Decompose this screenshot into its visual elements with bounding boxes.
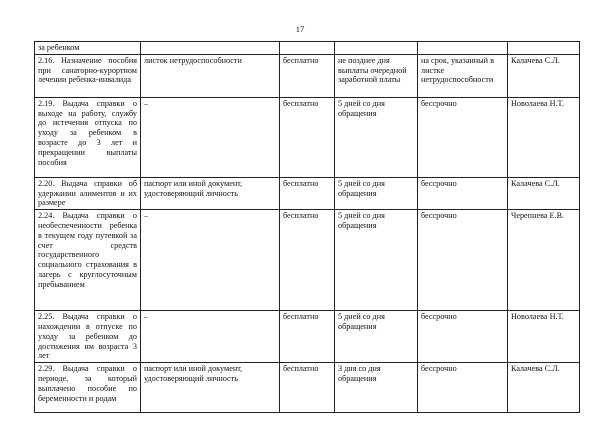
table-row — [35, 42, 580, 55]
validity-cell: бессрочно — [418, 210, 508, 311]
validity-cell: бессрочно — [418, 363, 508, 413]
validity-cell: бессрочно — [418, 311, 508, 363]
fee-cell: бесплатно — [280, 311, 335, 363]
term-cell: 5 дней со дня обращения — [335, 97, 418, 177]
documents-cell: листок нетрудоспособности — [141, 54, 280, 97]
validity-cell — [418, 42, 508, 55]
documents-cell: – — [141, 311, 280, 363]
term-cell: 5 дней со дня обращения — [335, 311, 418, 363]
table-row — [35, 210, 580, 311]
validity-cell: бессрочно — [418, 177, 508, 209]
term-cell: 3 дня со дня обращения — [335, 363, 418, 413]
service-name-cell: 2.24. Выдача справки о необеспеченности ребенка в текущем году путевкой за счет средств государственного социального страхования в лагерь с круглосуточным пребыванием — [35, 210, 141, 311]
service-name-cell: 2.19. Выдача справки о выходе на работу, службу до истечения отпуска по уходу за ребенком в возрасте до 3 лет и прекращении выплаты пособия — [35, 97, 141, 177]
services-table — [34, 41, 580, 413]
table-row — [35, 363, 580, 413]
page-number: 17 — [295, 24, 305, 34]
service-name-cell: за ребенком — [35, 42, 141, 55]
responsible-cell: Калачева С.Л. — [508, 363, 580, 413]
table-row — [35, 177, 580, 209]
responsible-cell: Черепнева Е.В. — [508, 210, 580, 311]
table-row — [35, 54, 580, 97]
service-name-cell: 2.20. Выдача справки об удержании алиментов и их размере — [35, 177, 141, 209]
validity-cell: бессрочно — [418, 97, 508, 177]
documents-cell: – — [141, 210, 280, 311]
service-name-cell: 2.29. Выдача справки о периоде, за который выплачено пособие по беременности и родам — [35, 363, 141, 413]
fee-cell: бесплатно — [280, 54, 335, 97]
fee-cell: бесплатно — [280, 97, 335, 177]
fee-cell: бесплатно — [280, 177, 335, 209]
documents-cell: паспорт или иной документ, удостоверяющий личность — [141, 363, 280, 413]
fee-cell — [280, 42, 335, 55]
service-name-cell: 2.16. Назначение пособия при санаторно-курортном лечении ребенка-инвалида — [35, 54, 141, 97]
fee-cell: бесплатно — [280, 363, 335, 413]
responsible-cell: Калачева С.Л. — [508, 54, 580, 97]
validity-cell: на срок, указанный в листке нетрудоспособности — [418, 54, 508, 97]
responsible-cell: Новолаева Н.Т. — [508, 311, 580, 363]
responsible-cell: Новолаева Н.Т. — [508, 97, 580, 177]
documents-cell: паспорт или иной документ, удостоверяющий личность — [141, 177, 280, 209]
documents-cell — [141, 42, 280, 55]
service-name-cell: 2.25. Выдача справки о нахождении в отпуске по уходу за ребенком до достижения им возраста 3 лет — [35, 311, 141, 363]
table-row — [35, 311, 580, 363]
term-cell: не позднее дня выплаты очередной заработной платы — [335, 54, 418, 97]
documents-cell: – — [141, 97, 280, 177]
fee-cell: бесплатно — [280, 210, 335, 311]
term-cell: 5 дней со дня обращения — [335, 177, 418, 209]
term-cell: 5 дней со дня обращения — [335, 210, 418, 311]
table-row — [35, 97, 580, 177]
responsible-cell — [508, 42, 580, 55]
responsible-cell: Калачева С.Л. — [508, 177, 580, 209]
term-cell — [335, 42, 418, 55]
